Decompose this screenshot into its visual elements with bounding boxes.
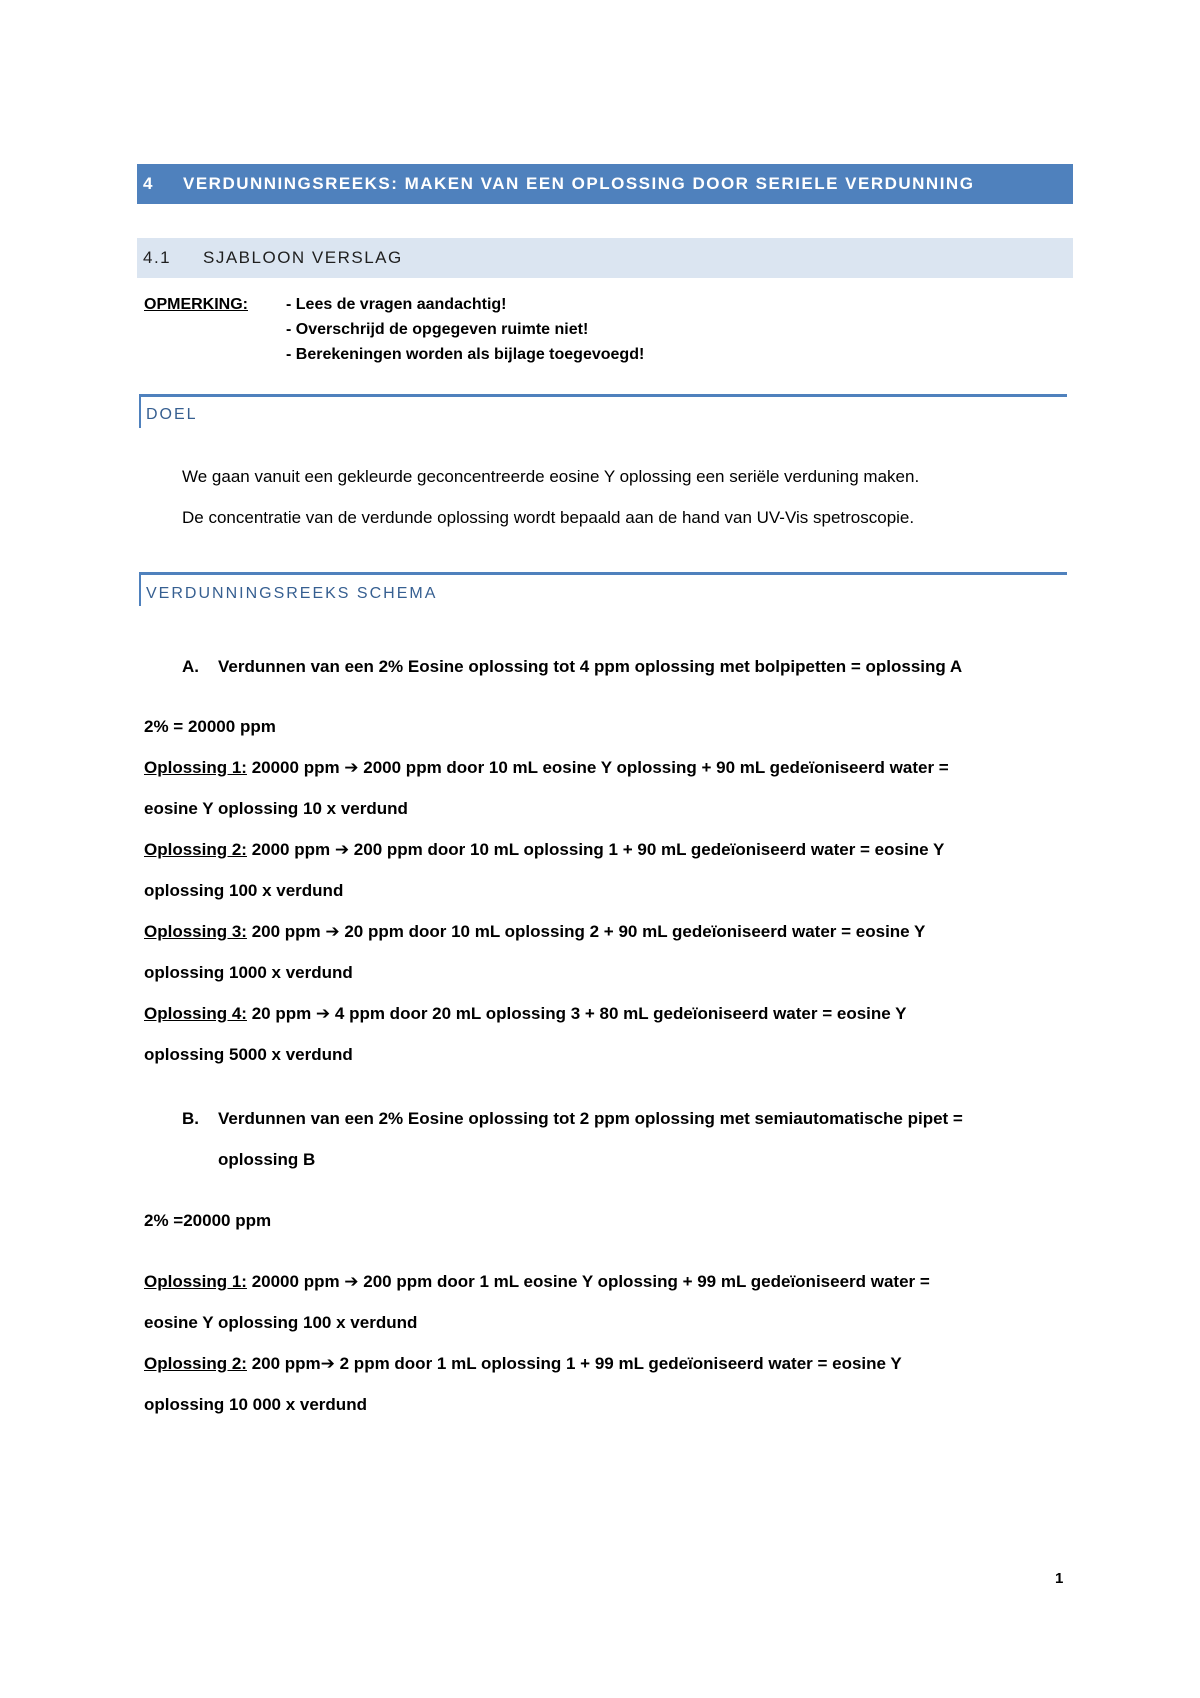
schema-rule-tick (139, 572, 141, 606)
step-b1-line-2: eosine Y oplossing 100 x verdund (144, 1313, 418, 1332)
doel-rule-tick (139, 394, 141, 428)
doel-rule (139, 394, 1067, 397)
heading-b-line-2: oplossing B (218, 1150, 316, 1169)
step-text: 2000 ppm ➔ 200 ppm door 10 mL oplossing 1 + 90 mL gedeïoniseerd water = eosine Y (246, 840, 945, 859)
doel-title: DOEL (146, 406, 198, 423)
step-a1-line-2: eosine Y oplossing 10 x verdund (144, 799, 408, 818)
remark-item: - Lees de vragen aandachtig! (286, 296, 507, 313)
schema-rule (139, 572, 1067, 575)
step-label: Oplossing 2: (144, 1354, 247, 1373)
heading-2-number: 4.1 (143, 248, 172, 267)
step-text: 200 ppm➔ 2 ppm door 1 mL oplossing 1 + 99 mL gedeïoniseerd water = eosine Y (246, 1354, 902, 1373)
step-text: 20 ppm ➔ 4 ppm door 20 mL oplossing 3 + 80 mL gedeïoniseerd water = eosine Y (246, 1004, 907, 1023)
step-a2-line-2: oplossing 100 x verdund (144, 881, 344, 900)
step-text: 200 ppm ➔ 20 ppm door 10 mL oplossing 2 + 90 mL gedeïoniseerd water = eosine Y (246, 922, 926, 941)
heading-1 (137, 164, 1073, 204)
step-text: 20000 ppm ➔ 2000 ppm door 10 mL eosine Y oplossing + 90 mL gedeïoniseerd water = (246, 758, 949, 777)
list-marker-b: B. (182, 1109, 199, 1128)
step-a3-line-1 (144, 911, 925, 952)
step-a4-line-2: oplossing 5000 x verdund (144, 1045, 353, 1064)
conversion-b: 2% =20000 ppm (144, 1211, 272, 1230)
heading-2-title: SJABLOON VERSLAG (203, 248, 403, 267)
remark-list (286, 292, 644, 367)
step-label: Oplossing 1: (144, 1272, 247, 1291)
remark-label: OPMERKING: (144, 296, 248, 313)
step-label: Oplossing 3: (144, 922, 247, 941)
remark-item: - Overschrijd de opgegeven ruimte niet! (286, 321, 589, 338)
step-a1-line-1 (144, 747, 949, 788)
step-label: Oplossing 1: (144, 758, 247, 777)
page-number: 1 (1055, 1570, 1064, 1587)
step-a4-line-1 (144, 993, 906, 1034)
step-a2-line-1 (144, 829, 944, 870)
schema-title: VERDUNNINGSREEKS SCHEMA (146, 585, 438, 602)
list-marker-a: A. (182, 657, 199, 676)
step-label: Oplossing 2: (144, 840, 247, 859)
remark-item: - Berekeningen worden als bijlage toegevoegd! (286, 346, 645, 363)
step-label: Oplossing 4: (144, 1004, 247, 1023)
heading-1-title: VERDUNNINGSREEKS: MAKEN VAN EEN OPLOSSING DOOR SERIELE VERDUNNING (183, 174, 975, 193)
conversion-a: 2% = 20000 ppm (144, 717, 276, 736)
step-a3-line-2: oplossing 1000 x verdund (144, 963, 353, 982)
step-text: 20000 ppm ➔ 200 ppm door 1 mL eosine Y oplossing + 99 mL gedeïoniseerd water = (246, 1272, 930, 1291)
doel-line-2: De concentratie van de verdunde oplossing wordt bepaald aan de hand van UV-Vis spetroscopie. (182, 508, 915, 527)
heading-2 (137, 238, 1073, 278)
doel-line-1: We gaan vanuit een gekleurde geconcentreerde eosine Y oplossing een seriële verduning maken. (182, 467, 920, 486)
step-b1-line-1 (144, 1261, 930, 1302)
step-b2-line-1 (144, 1343, 902, 1384)
heading-b-line-1: Verdunnen van een 2% Eosine oplossing tot 2 ppm oplossing met semiautomatische pipet = (218, 1109, 963, 1128)
heading-a: Verdunnen van een 2% Eosine oplossing tot 4 ppm oplossing met bolpipetten = oplossing A (218, 657, 963, 676)
step-b2-line-2: oplossing 10 000 x verdund (144, 1395, 367, 1414)
heading-1-number: 4 (143, 174, 154, 193)
